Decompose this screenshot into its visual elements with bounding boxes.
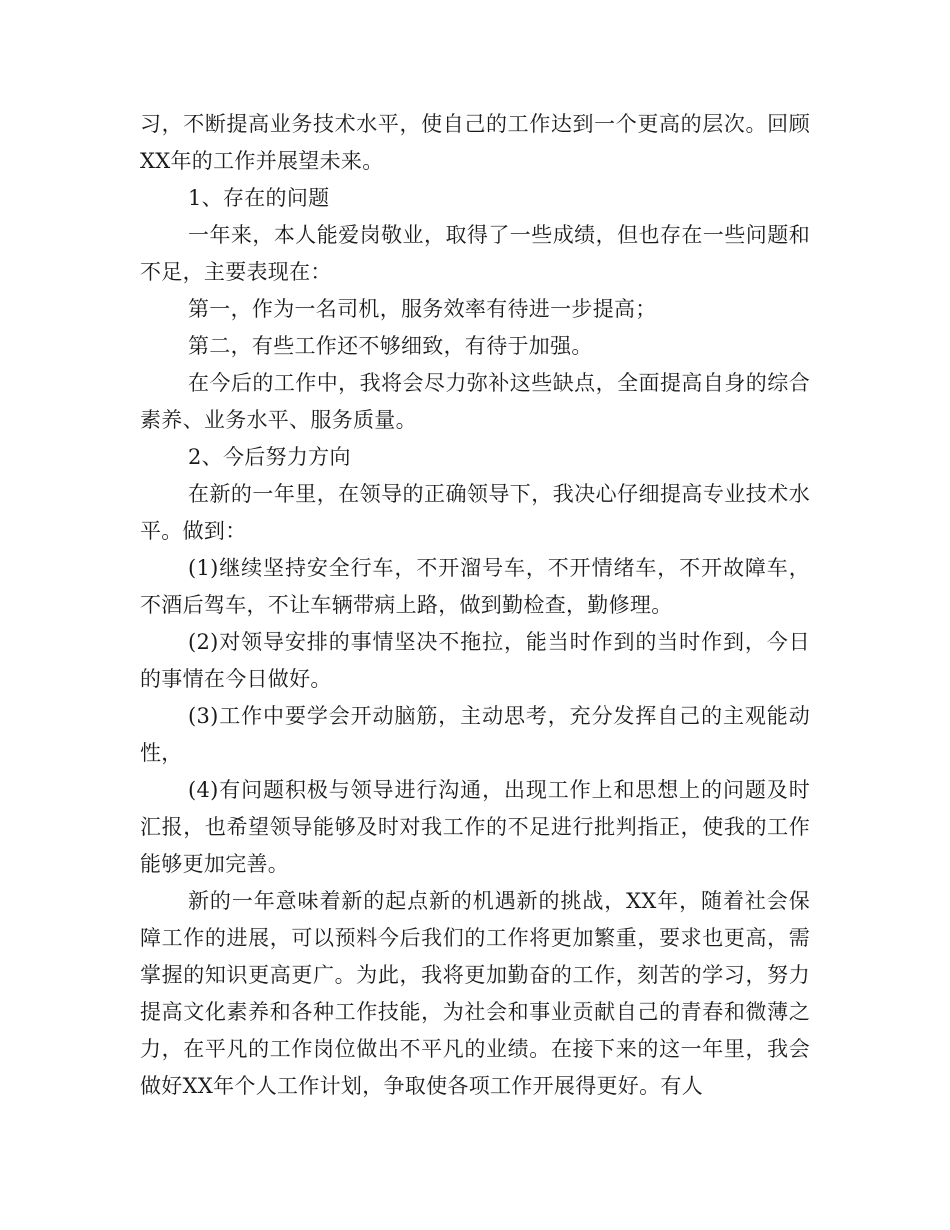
section-heading: 2、今后努力方向 [188, 445, 351, 469]
paragraph: 在今后的工作中，我将会尽力弥补这些缺点，全面提高自身的综合素养、业务水平、服务质量。 [140, 371, 810, 432]
paragraph: 习，不断提高业务技术水平，使自己的工作达到一个更高的层次。回顾XX年的工作并展望未来。 [140, 112, 810, 173]
list-item: (4)有问题积极与领导进行沟通，出现工作上和思想上的问题及时汇报，也希望领导能够及时对我工作的不足进行批判指正，使我的工作能够更加完善。 [140, 778, 810, 876]
paragraph: 第二，有些工作还不够细致，有待于加强。 [188, 334, 593, 358]
document-page [140, 106, 810, 1105]
paragraph: 第一，作为一名司机，服务效率有待进一步提高； [188, 297, 657, 321]
paragraph: 新的一年意味着新的起点新的机遇新的挑战，XX年，随着社会保障工作的进展，可以预料今后我们的工作将更加繁重，要求也更高，需掌握的知识更高更广。为此，我将更加勤奋的工作，刻苦的学习，努力提高文化素养和各种工作技能，为社会和事业贡献自己的青春和微薄之力，在平凡的工作岗位做出不平凡的业绩。在接下来的这一年里，我会做好XX年个人工作计划，争取使各项工作开展得更好。有人 [140, 889, 810, 1098]
paragraph: 在新的一年里，在领导的正确领导下，我决心仔细提高专业技术水平。做到： [140, 482, 810, 543]
list-item: (1)继续坚持安全行车，不开溜号车，不开情绪车，不开故障车，不酒后驾车，不让车辆带病上路，做到勤检查，勤修理。 [140, 556, 810, 617]
paragraph: 一年来，本人能爱岗敬业，取得了一些成绩，但也存在一些问题和不足，主要表现在： [140, 223, 810, 284]
list-item: (3)工作中要学会开动脑筋，主动思考，充分发挥自己的主观能动性， [140, 704, 810, 765]
list-item: (2)对领导安排的事情坚决不拖拉，能当时作到的当时作到，今日的事情在今日做好。 [140, 630, 810, 691]
section-heading: 1、存在的问题 [188, 186, 330, 210]
